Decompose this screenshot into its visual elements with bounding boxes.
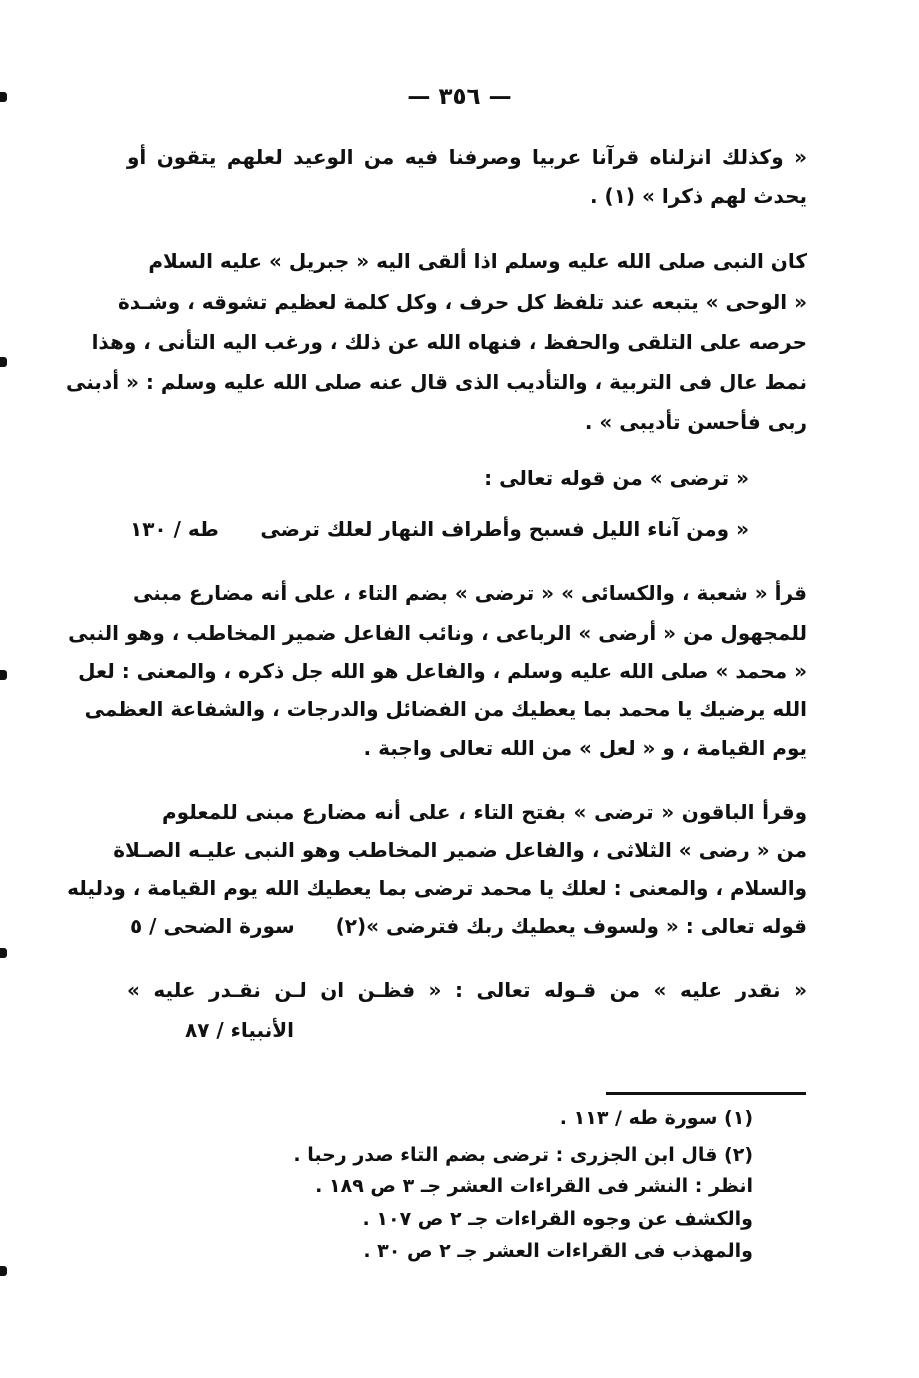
- paragraph-line: الله يرضيك يا محمد بما يعطيك من الفضائل والدرجات ، والشفاعة العظمى: [84, 697, 807, 721]
- scan-edge-mark: [0, 670, 7, 680]
- paragraph-line: والسلام ، والمعنى : لعلك يا محمد ترضى بما يعطيك الله يوم القيامة ، ودليله: [67, 876, 807, 900]
- verse-reference: الأنبياء / ٨٧: [185, 1018, 294, 1042]
- quran-quote-line: « وكذلك انزلناه قرآنا عربيا وصرفنا فيه من الوعيد لعلهم يتقون أو: [127, 145, 807, 169]
- section-heading: « نقدر عليه » من قـوله تعالى : « فظـن ان لـن نقـدر عليه »: [127, 978, 807, 1002]
- footnote-separator: [606, 1092, 806, 1095]
- verse-text: « ومن آناء الليل فسبح وأطراف النهار لعلك ترضى: [260, 517, 749, 541]
- footnote-line: انظر : النشر فى القراءات العشر جـ ٣ ص ١٨٩ .: [315, 1175, 753, 1197]
- verse-reference: طه / ١٣٠: [130, 517, 219, 541]
- footnote-line: (٢) قال ابن الجزرى : ترضى بضم التاء صدر رحبا .: [293, 1144, 753, 1166]
- paragraph-line: كان النبى صلى الله عليه وسلم اذا ألقى اليه « جبريل » عليه السلام: [148, 249, 807, 273]
- page-number: — ٣٥٦ —: [407, 84, 512, 110]
- paragraph-line: للمجهول من « أرضى » الرباعى ، ونائب الفاعل ضمير المخاطب ، وهو النبى: [68, 621, 807, 645]
- scan-edge-mark: [0, 1266, 7, 1276]
- paragraph-line: « محمد » صلى الله عليه وسلم ، والفاعل هو الله جل ذكره ، والمعنى : لعل: [78, 659, 807, 683]
- scan-edge-mark: [0, 948, 7, 958]
- paragraph-line: يوم القيامة ، و « لعل » من الله تعالى واجبة .: [363, 736, 807, 760]
- paragraph-line: ربى فأحسن تأديبى » .: [584, 410, 807, 434]
- scan-edge-mark: [0, 357, 7, 367]
- paragraph-line: حرصه على التلقى والحفظ ، فنهاه الله عن ذلك ، ورغب اليه التأنى ، وهذا: [91, 330, 807, 354]
- scan-edge-mark: [0, 92, 7, 102]
- paragraph-line: قوله تعالى : « ولسوف يعطيك ربك فترضى »(٢): [335, 914, 807, 938]
- quran-quote-line: يحدث لهم ذكرا » (١) .: [590, 184, 807, 208]
- paragraph-line: من « رضى » الثلاثى ، والفاعل ضمير المخاطب وهو النبى عليـه الصـلاة: [113, 838, 807, 862]
- footnote-line: والكشف عن وجوه القراءات جـ ٢ ص ١٠٧ .: [362, 1208, 753, 1230]
- paragraph-line: قرأ « شعبة ، والكسائى » « ترضى » بضم التاء ، على أنه مضارع مبنى: [133, 581, 807, 605]
- footnote-line: والمهذب فى القراءات العشر جـ ٢ ص ٣٠ .: [363, 1240, 753, 1262]
- footnote-line: (١) سورة طه / ١١٣ .: [559, 1107, 753, 1129]
- verse-reference: سورة الضحى / ٥: [130, 914, 295, 938]
- paragraph-line: « الوحى » يتبعه عند تلفظ كل حرف ، وكل كلمة لعظيم تشوقه ، وشـدة: [117, 290, 807, 314]
- paragraph-line: نمط عال فى التربية ، والتأديب الذى قال عنه صلى الله عليه وسلم : « أدبنى: [66, 370, 807, 394]
- paragraph-line: وقرأ الباقون « ترضى » بفتح التاء ، على أنه مضارع مبنى للمعلوم: [162, 800, 807, 824]
- section-heading: « ترضى » من قوله تعالى :: [484, 466, 749, 490]
